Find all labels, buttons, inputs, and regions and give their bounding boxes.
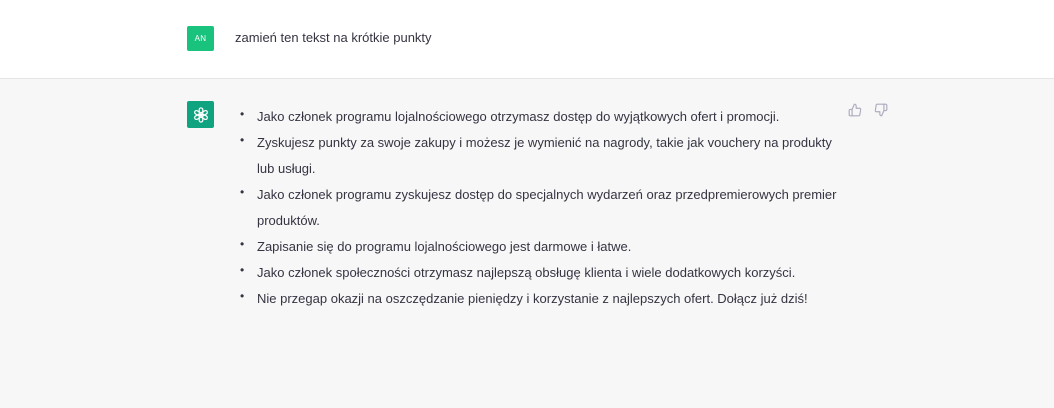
bullet-text: Jako członek programu lojalnościowego otrzymasz dostęp do wyjątkowych ofert i promocji. — [257, 109, 780, 124]
thumbs-down-icon — [874, 103, 888, 117]
bullet-symbol: • — [240, 237, 245, 251]
assistant-avatar — [187, 101, 214, 128]
assistant-bullet-list — [240, 104, 840, 312]
bullet-symbol: • — [240, 107, 245, 121]
bullet-symbol: • — [240, 263, 245, 277]
bullet-item — [240, 130, 840, 182]
bullet-item — [240, 260, 840, 286]
bullet-text: Jako członek programu zyskujesz dostęp do specjalnych wydarzeń oraz przedpremierowych premier produktów. — [257, 187, 837, 228]
bullet-text: Zyskujesz punkty za swoje zakupy i możesz je wymienić na nagrody, takie jak vouchery na produkty lub usługi. — [257, 135, 832, 176]
bullet-item — [240, 286, 840, 312]
feedback-controls — [847, 102, 889, 118]
user-message-row — [0, 0, 1054, 79]
bullet-symbol: • — [240, 133, 245, 147]
openai-logo-icon — [192, 106, 210, 124]
bullet-text: Jako członek społeczności otrzymasz najlepszą obsługę klienta i wiele dodatkowych korzyści. — [257, 265, 796, 280]
bullet-symbol: • — [240, 289, 245, 303]
thumbs-up-button[interactable] — [847, 102, 863, 118]
user-message-text: zamień ten tekst na krótkie punkty — [235, 30, 432, 45]
bullet-text: Zapisanie się do programu lojalnościowego jest darmowe i łatwe. — [257, 239, 632, 254]
bullet-item — [240, 234, 840, 260]
user-avatar: AN — [187, 26, 214, 51]
thumbs-down-button[interactable] — [873, 102, 889, 118]
bullet-symbol: • — [240, 185, 245, 199]
bullet-item — [240, 104, 840, 130]
thumbs-up-icon — [848, 103, 862, 117]
assistant-message-row — [0, 79, 1054, 408]
bullet-text: Nie przegap okazji na oszczędzanie pieniędzy i korzystanie z najlepszych ofert. Dołącz już dziś! — [257, 291, 808, 306]
bullet-item — [240, 182, 840, 234]
